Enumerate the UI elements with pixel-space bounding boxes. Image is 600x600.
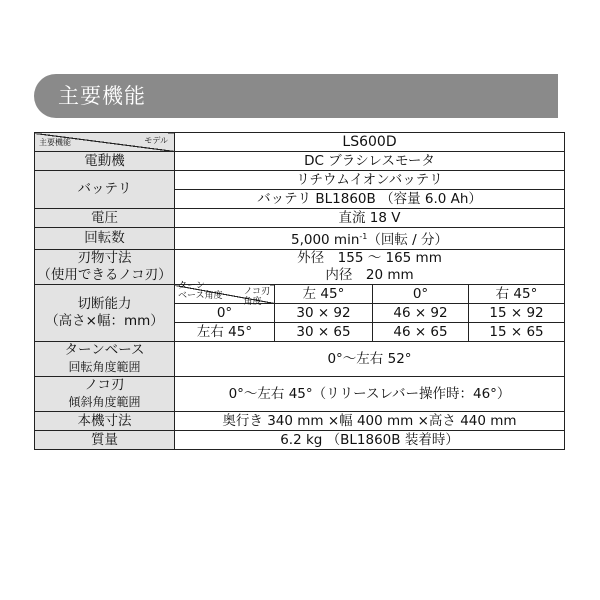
cutting-col-right45: 右 45°	[469, 285, 565, 304]
table-row-motor	[35, 152, 565, 171]
cutting-value: 46 × 65	[373, 323, 469, 342]
motor-value: DC ブラシレスモータ	[175, 152, 565, 171]
sub-corner-blade-angle	[243, 287, 270, 307]
battery-value-1: リチウムイオンバッテリ	[175, 171, 565, 190]
blade-inner-diameter: 内径 20 mm	[325, 267, 414, 283]
table-row-blade	[35, 250, 565, 285]
dimensions-value: 奥行き 340 mm ×幅 400 mm ×高さ 440 mm	[175, 412, 565, 431]
mass-value: 6.2 kg （BL1860B 装着時）	[175, 431, 565, 450]
mass-label: 質量	[35, 431, 175, 450]
blade-tilt-value: 0°～左右 45°（リリースレバー操作時：46°）	[175, 377, 565, 412]
turn-base-label-line2: 回転角度範囲	[68, 360, 141, 374]
table-row-turn-base	[35, 342, 565, 377]
table-row-model	[35, 133, 565, 152]
cutting-col-0: 0°	[373, 285, 469, 304]
sub-corner-bottom-line2: ベース角度	[178, 291, 223, 301]
corner-label-features: 主要機能	[39, 138, 71, 147]
rpm-number: 5,000 min	[290, 232, 360, 248]
cutting-value: 30 × 92	[275, 304, 373, 323]
blade-tilt-label	[35, 377, 175, 412]
spec-table	[34, 132, 565, 450]
corner-header-cell	[35, 133, 175, 152]
table-row-mass	[35, 431, 565, 450]
cutting-label-line2: （高さ×幅：mm）	[45, 313, 164, 329]
section-title: 主要機能	[58, 84, 146, 108]
cutting-value: 15 × 92	[469, 304, 565, 323]
turn-base-value: 0°～左右 52°	[175, 342, 565, 377]
rpm-label: 回転数	[35, 228, 175, 250]
cutting-row-label: 左右 45°	[175, 323, 275, 342]
blade-value	[175, 250, 565, 285]
turn-base-label	[35, 342, 175, 377]
blade-outer-diameter: 外径 155 ～ 165 mm	[297, 250, 442, 266]
sub-corner-turn-base	[178, 281, 223, 301]
table-row-voltage	[35, 209, 565, 228]
rpm-value	[175, 228, 565, 250]
sub-corner-top-line2: 角度	[243, 297, 262, 307]
cutting-label	[35, 285, 175, 342]
rpm-unit-note: （回転 / 分）	[367, 232, 449, 248]
battery-value-2: バッテリ BL1860B （容量 6.0 Ah）	[175, 190, 565, 209]
corner-label-model: モデル	[144, 136, 168, 145]
blade-label	[35, 250, 175, 285]
table-row-battery-1	[35, 171, 565, 190]
sub-corner-top-line1: ノコ刃	[243, 287, 270, 297]
voltage-value: 直流 18 V	[175, 209, 565, 228]
cutting-value: 15 × 65	[469, 323, 565, 342]
turn-base-label-line1: ターンベース	[64, 342, 145, 358]
cutting-value: 46 × 92	[373, 304, 469, 323]
battery-label: バッテリ	[35, 171, 175, 209]
dimensions-label: 本機寸法	[35, 412, 175, 431]
table-row-cutting-head	[35, 285, 565, 304]
blade-tilt-label-line2: 傾斜角度範囲	[68, 395, 141, 409]
blade-label-line2: （使用できるノコ刃）	[37, 267, 172, 283]
cutting-label-line1: 切断能力	[77, 296, 132, 312]
motor-label: 電動機	[35, 152, 175, 171]
table-row-dimensions	[35, 412, 565, 431]
cutting-row-label: 0°	[175, 304, 275, 323]
blade-label-line1: 刃物寸法	[77, 250, 132, 266]
table-row-blade-tilt	[35, 377, 565, 412]
rpm-superscript: -1	[359, 232, 368, 241]
table-row-rpm	[35, 228, 565, 250]
cutting-value: 30 × 65	[275, 323, 373, 342]
cutting-col-left45: 左 45°	[275, 285, 373, 304]
cutting-sub-corner	[175, 281, 275, 307]
voltage-label: 電圧	[35, 209, 175, 228]
blade-tilt-label-line1: ノコ刃	[84, 377, 125, 393]
sub-corner-bottom-line1: ターン	[178, 281, 205, 291]
model-name: LS600D	[175, 133, 565, 152]
